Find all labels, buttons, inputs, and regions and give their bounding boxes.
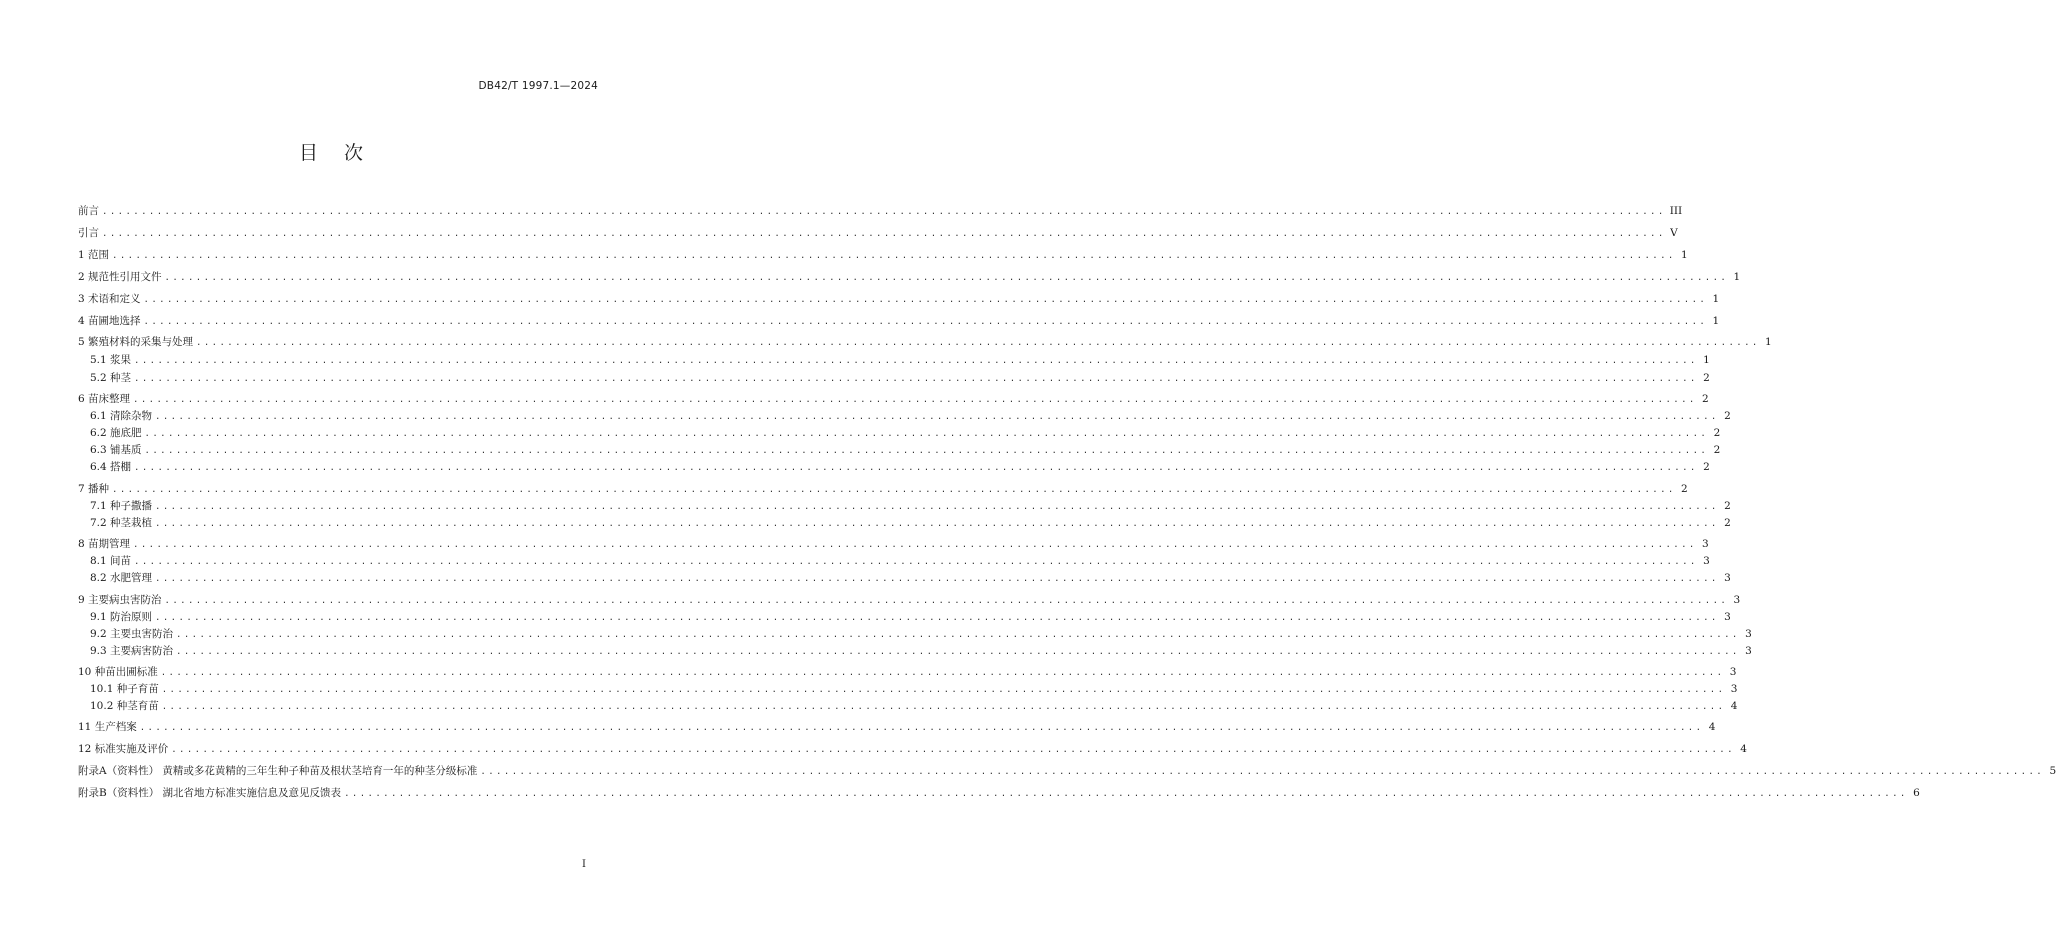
- toc-entry-label: 附录A（资料性） 黄精或多花黄精的三年生种子种苗及根状茎培育一年的种茎分级标准: [78, 765, 478, 777]
- toc-entry-page: 3: [1703, 555, 1710, 567]
- toc-entry[interactable]: [78, 591, 1741, 607]
- toc-entry[interactable]: [78, 740, 1747, 756]
- toc-entry-page: 6: [1913, 787, 1920, 799]
- toc-entry-page: 2: [1713, 444, 1721, 456]
- toc-entry-label: 10.1 种子育苗: [90, 683, 159, 695]
- toc-entry[interactable]: [78, 224, 1678, 240]
- toc-entry[interactable]: [90, 497, 1731, 513]
- toc-dot-leader: ........................................................................................................................................................................................................: [134, 557, 1698, 567]
- document-code: DB42/T 1997.1—2024: [478, 80, 598, 92]
- toc-dot-leader: ........................................................................................................................................................................................................: [143, 295, 1708, 305]
- toc-entry-label: 引言: [78, 227, 99, 239]
- toc-entry-page: 1: [1733, 271, 1741, 283]
- toc-entry[interactable]: [90, 625, 1752, 641]
- toc-entry[interactable]: [90, 407, 1731, 423]
- toc-entry-label: 10.2 种茎育苗: [90, 700, 159, 712]
- toc-entry-label: 1 范围: [78, 249, 110, 261]
- toc-entry-label: 4 苗圃地选择: [78, 315, 141, 327]
- toc-dot-leader: ........................................................................................................................................................................................................: [144, 429, 1709, 439]
- toc-entry[interactable]: [90, 680, 1738, 696]
- toc-entry-label: 8.2 水肥管理: [90, 572, 153, 584]
- toc-dot-leader: ........................................................................................................................................................................................................: [102, 207, 1666, 217]
- toc-entry-page: 4: [1740, 743, 1747, 755]
- toc-entry-page: 3: [1729, 666, 1737, 678]
- toc-entry-label: 9 主要病虫害防治: [78, 594, 162, 606]
- toc-dot-leader: ........................................................................................................................................................................................................: [161, 702, 1726, 712]
- toc-entry[interactable]: [90, 351, 1710, 367]
- toc-entry-page: V: [1670, 227, 1678, 239]
- toc-entry-page: 2: [1724, 500, 1731, 512]
- toc-entry[interactable]: [78, 663, 1737, 679]
- toc-entry-label: 10 种苗出圃标准: [78, 666, 158, 678]
- toc-entry-label: 附录B（资料性） 湖北省地方标准实施信息及意见反馈表: [78, 787, 342, 799]
- toc-entry[interactable]: [90, 369, 1710, 385]
- toc-dot-leader: ........................................................................................................................................................................................................: [164, 596, 1729, 606]
- toc-entry[interactable]: [78, 268, 1741, 284]
- toc-entry[interactable]: [78, 535, 1709, 551]
- toc-entry-page: 2: [1724, 517, 1731, 529]
- toc-entry-page: 4: [1730, 700, 1738, 712]
- toc-entry-label: 6.4 搭棚: [90, 461, 132, 473]
- toc-entry[interactable]: [78, 202, 1683, 218]
- toc-entry-page: 2: [1713, 427, 1721, 439]
- toc-dot-leader: ........................................................................................................................................................................................................: [102, 229, 1666, 239]
- toc-entry-label: 5 繁殖材料的采集与处理: [78, 336, 194, 348]
- toc-entry-label: 6.1 清除杂物: [90, 410, 153, 422]
- toc-entry[interactable]: [90, 458, 1710, 474]
- toc-entry-label: 5.2 种茎: [90, 372, 132, 384]
- toc-entry[interactable]: [90, 697, 1738, 713]
- toc-entry-page: 1: [1712, 293, 1720, 305]
- toc-entry[interactable]: [78, 784, 1920, 800]
- title-char-1: 目: [298, 142, 318, 164]
- toc-entry-page: 3: [1745, 645, 1752, 657]
- page-title: [0, 138, 662, 165]
- toc-entry-label: 11 生产档案: [78, 721, 137, 733]
- toc-entry[interactable]: [78, 762, 2056, 778]
- toc-entry[interactable]: [90, 424, 1721, 440]
- toc-entry-page: 1: [1765, 336, 1772, 348]
- toc-dot-leader: ........................................................................................................................................................................................................: [143, 317, 1708, 327]
- toc-entry-page: 3: [1724, 572, 1731, 584]
- toc-entry-label: 7 播种: [78, 483, 110, 495]
- toc-entry[interactable]: [78, 290, 1720, 306]
- toc-entry-page: 2: [1703, 372, 1710, 384]
- toc-entry-label: 9.2 主要虫害防治: [90, 628, 174, 640]
- toc-entry-page: 2: [1724, 410, 1731, 422]
- toc-dot-leader: ........................................................................................................................................................................................................: [480, 767, 2045, 777]
- toc-dot-leader: ........................................................................................................................................................................................................: [155, 574, 1719, 584]
- toc-dot-leader: ........................................................................................................................................................................................................: [112, 251, 1676, 261]
- toc-dot-leader: ........................................................................................................................................................................................................: [171, 745, 1735, 755]
- toc-dot-leader: ........................................................................................................................................................................................................: [160, 668, 1725, 678]
- toc-entry[interactable]: [78, 718, 1716, 734]
- toc-dot-leader: ........................................................................................................................................................................................................: [164, 273, 1729, 283]
- toc-dot-leader: ........................................................................................................................................................................................................: [112, 485, 1676, 495]
- toc-dot-leader: ........................................................................................................................................................................................................: [133, 540, 1697, 550]
- toc-entry-page: 3: [1733, 594, 1741, 606]
- toc-entry-label: 8.1 间苗: [90, 555, 132, 567]
- toc-dot-leader: ........................................................................................................................................................................................................: [196, 338, 1760, 348]
- toc-entry-page: 2: [1703, 461, 1710, 473]
- toc-entry-label: 7.1 种子撒播: [90, 500, 153, 512]
- toc-entry[interactable]: [90, 441, 1721, 457]
- toc-entry-page: 3: [1702, 538, 1709, 550]
- toc-entry-page: 2: [1702, 393, 1709, 405]
- toc-entry[interactable]: [78, 480, 1688, 496]
- toc-dot-leader: ........................................................................................................................................................................................................: [344, 789, 1908, 799]
- toc-entry-label: 12 标准实施及评价: [78, 743, 169, 755]
- toc-entry[interactable]: [90, 642, 1752, 658]
- toc-entry-page: 3: [1745, 628, 1752, 640]
- toc-entry-page: 2: [1681, 483, 1688, 495]
- toc-dot-leader: ........................................................................................................................................................................................................: [134, 463, 1698, 473]
- toc-entry-label: 6.3 铺基质: [90, 444, 142, 456]
- toc-entry-page: 5: [2049, 765, 2056, 777]
- toc-dot-leader: ........................................................................................................................................................................................................: [155, 502, 1719, 512]
- toc-entry[interactable]: [90, 552, 1710, 568]
- toc-entry-label: 2 规范性引用文件: [78, 271, 162, 283]
- toc-entry[interactable]: [90, 569, 1731, 585]
- toc-entry[interactable]: [78, 312, 1720, 328]
- toc-entry[interactable]: [90, 608, 1731, 624]
- toc-dot-leader: ........................................................................................................................................................................................................: [139, 723, 1704, 733]
- toc-dot-leader: ........................................................................................................................................................................................................: [155, 412, 1719, 422]
- toc-entry-label: 7.2 种茎栽植: [90, 517, 153, 529]
- toc-entry-page: III: [1669, 205, 1683, 217]
- toc-dot-leader: ........................................................................................................................................................................................................: [155, 519, 1719, 529]
- toc-dot-leader: ........................................................................................................................................................................................................: [134, 356, 1698, 366]
- toc-dot-leader: ........................................................................................................................................................................................................: [155, 613, 1719, 623]
- toc-entry-label: 6 苗床整理: [78, 393, 131, 405]
- toc-entry-page: 1: [1703, 354, 1710, 366]
- toc-entry-label: 9.1 防治原则: [90, 611, 153, 623]
- title-char-2: 次: [344, 142, 364, 164]
- toc-entry-label: 3 术语和定义: [78, 293, 141, 305]
- toc-entry-page: 3: [1730, 683, 1738, 695]
- toc-entry-label: 5.1 浆果: [90, 354, 132, 366]
- toc-dot-leader: ........................................................................................................................................................................................................: [176, 647, 1740, 657]
- toc-entry-page: 1: [1712, 315, 1720, 327]
- toc-entry-label: 前言: [78, 205, 99, 217]
- toc-entry-label: 8 苗期管理: [78, 538, 131, 550]
- toc-entry-page: 4: [1708, 721, 1716, 733]
- toc-dot-leader: ........................................................................................................................................................................................................: [133, 395, 1697, 405]
- toc-entry[interactable]: [78, 246, 1688, 262]
- toc-dot-leader: ........................................................................................................................................................................................................: [176, 630, 1740, 640]
- toc-entry[interactable]: [78, 390, 1709, 406]
- toc-entry-page: 1: [1681, 249, 1688, 261]
- toc-entry-label: 6.2 施底肥: [90, 427, 142, 439]
- toc-dot-leader: ........................................................................................................................................................................................................: [161, 685, 1726, 695]
- toc-entry[interactable]: [78, 333, 1772, 349]
- page-number: I: [582, 859, 586, 870]
- toc-dot-leader: ........................................................................................................................................................................................................: [144, 446, 1709, 456]
- toc-entry-page: 3: [1724, 611, 1731, 623]
- toc-dot-leader: ........................................................................................................................................................................................................: [134, 374, 1698, 384]
- toc-entry[interactable]: [90, 514, 1731, 530]
- toc-entry-label: 9.3 主要病害防治: [90, 645, 174, 657]
